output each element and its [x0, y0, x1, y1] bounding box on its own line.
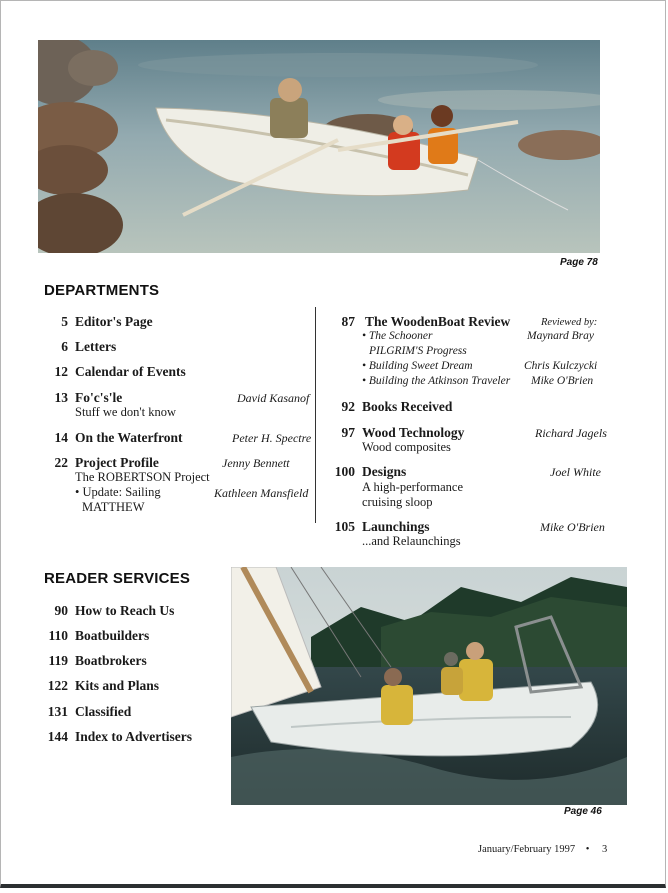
- toc-title[interactable]: Project Profile: [75, 455, 159, 470]
- toc-title[interactable]: Kits and Plans: [75, 678, 160, 693]
- toc-title[interactable]: Books Received: [362, 399, 453, 414]
- toc-title[interactable]: Index to Advertisers: [75, 729, 192, 744]
- toc-number: 92: [341, 399, 355, 414]
- toc-number: 110: [48, 628, 68, 643]
- toc-number: 13: [54, 390, 68, 405]
- toc-subtitle: A high-performance: [362, 480, 464, 494]
- toc-number: 12: [54, 364, 68, 379]
- toc-author: Peter H. Spectre: [232, 431, 312, 445]
- toc-number: 5: [61, 314, 68, 329]
- review-author: Maynard Bray: [527, 330, 594, 342]
- bottom-photo-caption: Page 46: [564, 806, 602, 817]
- toc-number: 105: [334, 519, 355, 534]
- toc-title[interactable]: Letters: [75, 339, 117, 354]
- toc-number: 90: [54, 603, 68, 618]
- toc-author: Richard Jagels: [535, 426, 607, 440]
- toc-subtitle: cruising sloop: [362, 495, 433, 509]
- toc-author: Jenny Bennett: [222, 456, 290, 470]
- toc-subtitle: ...and Relaunchings: [362, 534, 461, 548]
- toc-title[interactable]: Wood Technology: [362, 425, 465, 440]
- toc-title[interactable]: Editor's Page: [75, 314, 153, 329]
- review-item: PILGRIM'S Progress: [369, 345, 467, 357]
- toc-title[interactable]: Boatbrokers: [75, 653, 147, 668]
- toc-number: 122: [47, 678, 68, 693]
- toc-author: David Kasanof: [237, 391, 310, 405]
- toc-title[interactable]: Designs: [362, 464, 407, 479]
- footer: [478, 844, 607, 855]
- reviewed-by-label: Reviewed by:: [541, 317, 598, 328]
- review-item: • Building the Atkinson Traveler: [362, 375, 511, 387]
- departments-heading: DEPARTMENTS: [44, 282, 160, 299]
- toc-number: 100: [334, 464, 355, 479]
- toc-number: 87: [341, 314, 355, 329]
- toc-title[interactable]: Boatbuilders: [75, 628, 150, 643]
- toc-title[interactable]: Classified: [75, 704, 132, 719]
- toc-subtitle: The ROBERTSON Project: [75, 470, 210, 484]
- sailboat-photo: [231, 567, 627, 805]
- footer-bullet: •: [585, 844, 590, 855]
- toc-author: Kathleen Mansfield: [214, 486, 309, 500]
- toc-title[interactable]: Calendar of Events: [75, 364, 186, 379]
- reader-services-heading: READER SERVICES: [44, 570, 191, 587]
- toc-number: 6: [61, 339, 68, 354]
- toc-number: 144: [47, 729, 68, 744]
- rowboat-photo: [38, 40, 600, 253]
- review-author: Chris Kulczycki: [524, 360, 598, 372]
- review-item: • Building Sweet Dream: [362, 360, 473, 372]
- issue-date: January/February 1997: [478, 844, 576, 855]
- toc-title[interactable]: Fo'c's'le: [75, 390, 123, 405]
- page-number: 3: [602, 844, 608, 855]
- toc-author: Joel White: [550, 465, 601, 479]
- top-photo-caption: Page 78: [560, 257, 598, 268]
- toc-title[interactable]: The WoodenBoat Review: [365, 314, 511, 329]
- review-author: Mike O'Brien: [531, 375, 594, 387]
- toc-title[interactable]: How to Reach Us: [75, 603, 175, 618]
- toc-number: 119: [48, 653, 68, 668]
- column-divider: [315, 307, 316, 523]
- toc-number: 131: [47, 704, 68, 719]
- toc-number: 14: [54, 430, 68, 445]
- review-item: • The Schooner: [362, 330, 433, 342]
- toc-number: 97: [341, 425, 355, 440]
- toc-author: Mike O'Brien: [540, 520, 605, 534]
- toc-title[interactable]: On the Waterfront: [75, 430, 183, 445]
- toc-subtitle: • Update: Sailing: [75, 485, 161, 499]
- toc-subtitle: MATTHEW: [82, 500, 145, 514]
- toc-subtitle: Stuff we don't know: [75, 405, 176, 419]
- toc-title[interactable]: Launchings: [362, 519, 430, 534]
- toc-number: 22: [54, 455, 68, 470]
- toc-subtitle: Wood composites: [362, 440, 451, 454]
